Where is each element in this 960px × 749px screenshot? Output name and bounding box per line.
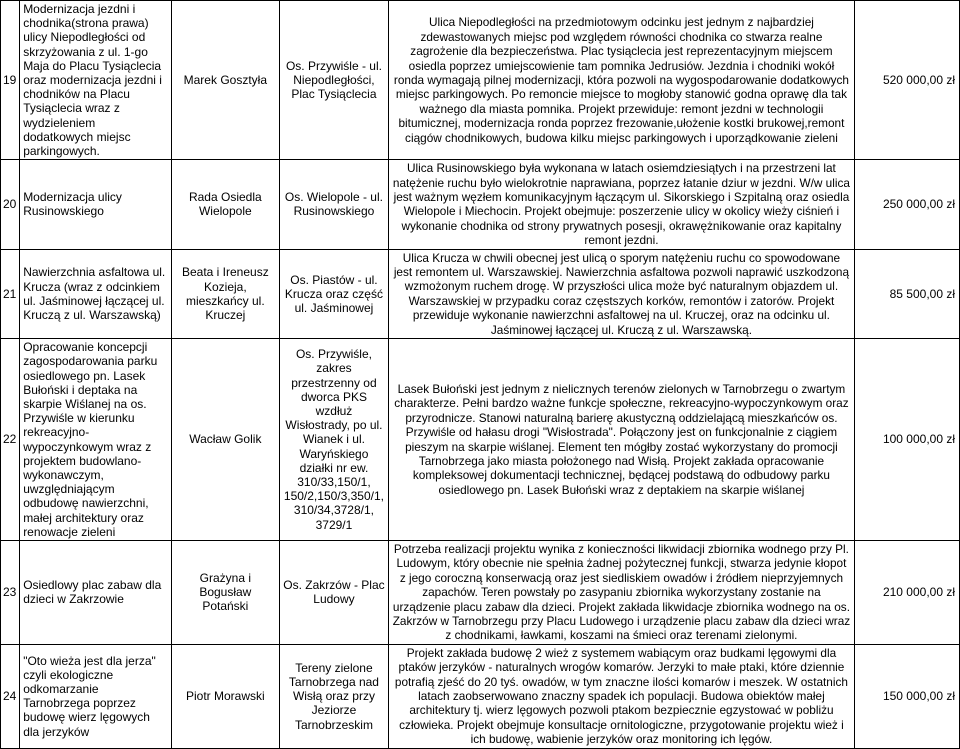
cost: 100 000,00 zł	[854, 339, 959, 541]
description: Ulica Rusinowskiego była wykonana w latach osiemdziesiątych i na przestrzeni lat natężenie ruchu było wielokrotnie naprawiana, poprzez łatanie dziur w jezdni. W/w ulica jest ważnym węzłem komunikacyjnym łączącym ul. Sikorskiego i Szpitalną oraz osiedla Wielopole i Miechocin. Projekt obejmuje: poszerzenie ulicy w okolicy wieży ciśnień i wykonanie chodnika od strony prywatnych posesji, okrawężnikowanie oraz kapitalny remont jezdni.	[389, 160, 855, 249]
task-name: Osiedlowy plac zabaw dla dzieci w Zakrzowie	[20, 540, 172, 644]
location: Os. Przywiśle - ul. Niepodległości, Plac Tysiąclecia	[279, 1, 388, 160]
table-row	[1, 540, 960, 644]
table-row	[1, 160, 960, 249]
description: Projekt zakłada budowę 2 wież z systemem wabiącym oraz budkami lęgowymi dla ptaków jerzyków - naturalnych wrogów komarów. Jerzyki to małe ptaki, które dziennie potrafią zjeść do 20 tyś. owadów, w tym znaczne ilości komarów i meszek. W ostatnich latach zaobserwowano znaczny spadek ich populacji. Budowa obiektów małej architektury tj. wierz lęgowych pozwoli ptakom bezpiecznie egzystować w pobliżu człowieka. Projekt obejmuje konsultacje ornitologiczne, przygotowanie projektu wież i ich budowę, wabienie jerzyków oraz monitoring ich lęgów.	[389, 644, 855, 748]
task-name: Nawierzchnia asfaltowa ul. Krucza (wraz z odcinkiem ul. Jaśminowej łączącej ul. Kruczą z ul. Warszawską)	[20, 249, 172, 338]
row-number: 24	[1, 644, 20, 748]
applicant: Grażyna i Bogusław Potański	[171, 540, 279, 644]
cost: 250 000,00 zł	[854, 160, 959, 249]
location: Os. Zakrzów - Plac Ludowy	[279, 540, 388, 644]
description: Potrzeba realizacji projektu wynika z konieczności likwidacji zbiornika wodnego przy Pl. Ludowym, który obecnie nie spełnia żadnej pożytecznej funkcji, stwarza jedynie kłopot z jego coroczną konserwacją oraz jest siedliskiem owadów i źródłem nieprzyjemnych zapachów. Teren powstały po zasypaniu zbiornika wykorzystany zostanie na urządzenie placu zabaw dla dzieci. Projekt zakłada likwidacje zbiornika wodnego na os. Zakrzów w Tarnobrzegu przy Placu Ludowego i urządzenie placu zabaw dla dzieci wraz z chodnikami, ławkami, koszami na śmieci oraz terenami zielonymi.	[389, 540, 855, 644]
cost: 85 500,00 zł	[854, 249, 959, 338]
applicant: Marek Gosztyła	[171, 1, 279, 160]
applicant: Beata i Ireneusz Kozieja, mieszkańcy ul. Kruczej	[171, 249, 279, 338]
cost: 150 000,00 zł	[854, 644, 959, 748]
location: Os. Piastów - ul. Krucza oraz część ul. Jaśminowej	[279, 249, 388, 338]
table-row	[1, 1, 960, 160]
task-name: "Oto wieża jest dla jerza" czyli ekologiczne odkomarzanie Tarnobrzega poprzez budowę wierz lęgowych dla jerzyków	[20, 644, 172, 748]
cost: 210 000,00 zł	[854, 540, 959, 644]
location: Tereny zielone Tarnobrzega nad Wisłą oraz przy Jeziorze Tarnobrzeskim	[279, 644, 388, 748]
row-number: 21	[1, 249, 20, 338]
task-name: Modernizacja jezdni i chodnika(strona prawa) ulicy Niepodległości od skrzyżowania z ul. 1-go Maja do Placu Tysiąclecia oraz modernizacja jezdni i chodników na Placu Tysiąclecia wraz z wydzieleniem dodatkowych miejsc parkingowych.	[20, 1, 172, 160]
applicant: Wacław Golik	[171, 339, 279, 541]
task-name: Opracowanie koncepcji zagospodarowania parku osiedlowego pn. Lasek Bułoński i deptaka na skarpie Wiślanej na os. Przywiśle w kierunku rekreacyjno-wypoczynkowym wraz z projektem budowlano-wykonawczym, uwzględniającym odbudowę nawierzchni, małej architektury oraz renowacje zieleni	[20, 339, 172, 541]
table-row	[1, 249, 960, 338]
location: Os. Przywiśle, zakres przestrzenny od dworca PKS wzdłuż Wisłostrady, po ul. Wianek i ul. Waryńskiego działki nr ew. 310/33,150/1, 150/2,150/3,350/1, 310/34,3728/1, 3729/1	[279, 339, 388, 541]
row-number: 19	[1, 1, 20, 160]
table-row	[1, 339, 960, 541]
table-row	[1, 644, 960, 748]
row-number: 23	[1, 540, 20, 644]
cost: 520 000,00 zł	[854, 1, 959, 160]
task-name: Modernizacja ulicy Rusinowskiego	[20, 160, 172, 249]
row-number: 20	[1, 160, 20, 249]
description: Lasek Bułoński jest jednym z nielicznych terenów zielonych w Tarnobrzegu o zwartym charakterze. Pełni bardzo ważne funkcje społeczne, rekreacyjno-wypoczynkowym oraz przyrodnicze. Stanowi naturalną barierę akustyczną oddzielającą mieszkańców os. Przywiśle od hałasu drogi "Wisłostrada". Połączony jest on funkcjonalnie z ciągiem pieszym na skarpie wiślanej. Element ten mógłby zostać wykorzystany do promocji Tarnobrzega jako miasta położonego nad Wisłą. Projekt zakłada opracowanie kompleksowej dokumentacji technicznej, będącej podstawą do odbudowy parku osiedlowego pn. Lasek Bułoński wraz z deptakiem na skarpie wiślanej	[389, 339, 855, 541]
description: Ulica Krucza w chwili obecnej jest ulicą o sporym natężeniu ruchu co spowodowane jest remontem ul. Warszawskiej. Nawierzchnia asfaltowa pozwoli naprawić uszkodzoną wzmożonym ruchem drogę. W przyszłości ulica może być naturalnym objazdem ul. Warszawskiej w przypadku coraz częstszych korków, remontów i zatorów. Projekt przewiduje wykonanie nawierzchni asfaltowej na ul. Kruczej, oraz na odcinku ul. Jaśminowej łączącej ul. Kruczą z ul. Warszawską.	[389, 249, 855, 338]
location: Os. Wielopole - ul. Rusinowskiego	[279, 160, 388, 249]
applicant: Piotr Morawski	[171, 644, 279, 748]
applicant: Rada Osiedla Wielopole	[171, 160, 279, 249]
description: Ulica Niepodległości na przedmiotowym odcinku jest jednym z najbardziej zdewastowanych miejsc pod względem równości chodnika co stwarza realne zagrożenie dla bezpieczeństwa. Plac tysiąclecia jest reprezentacyjnym miejscem osiedla poprzez umiejscowienie tam pomnika Jedrusiów. Jezdnia i chodniki wokół ronda wymagają pilnej modernizacji, która pozwoli na wygospodarowanie dodatkowych miejsc parkingowych. Po remoncie miejsce to mogłoby stanowić godna oprawę dla tak ważnego dla miasta pomnika. Projekt przewiduje: remont jezdni w technologii bitumicznej, modernizacja ronda poprzez frezowanie,ułożenie kostki brukowej,remont ciągów chodnikowych, budowa kilku miejsc parkingowych i uporządkowanie zieleni	[389, 1, 855, 160]
row-number: 22	[1, 339, 20, 541]
